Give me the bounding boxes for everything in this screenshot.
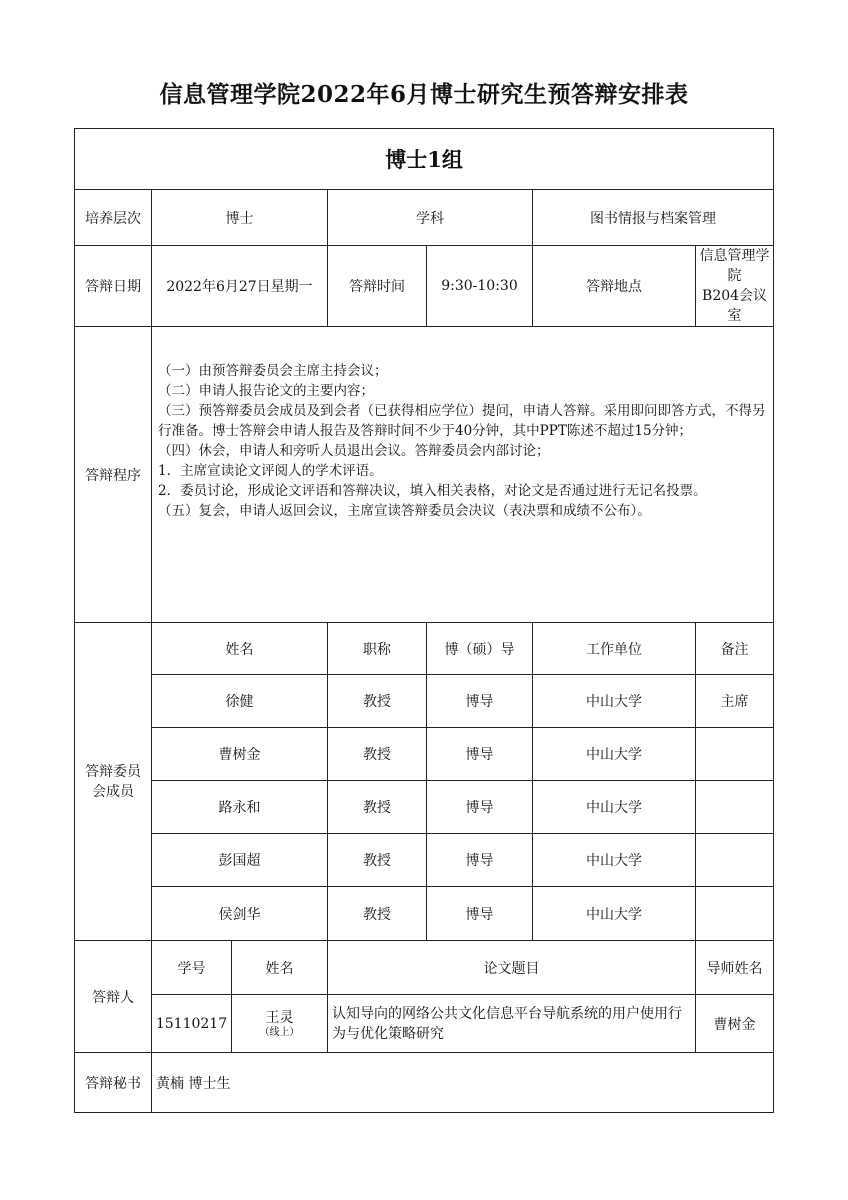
table-row xyxy=(75,675,774,728)
subject-value: 图书情报与档案管理 xyxy=(533,190,774,246)
committee-header-note: 备注 xyxy=(696,623,774,675)
committee-header-name: 姓名 xyxy=(152,623,328,675)
candidate-header-name: 姓名 xyxy=(232,941,328,995)
candidate-id: 15110217 xyxy=(152,995,232,1053)
committee-label xyxy=(75,623,152,941)
member-advisor: 博导 xyxy=(427,728,533,781)
table-row xyxy=(75,728,774,781)
candidate-mode: （线上） xyxy=(259,1026,300,1038)
procedure-line: 1．主席宣读论文评阅人的学术评语。 xyxy=(158,463,383,479)
committee-header-title: 职称 xyxy=(328,623,427,675)
member-unit: 中山大学 xyxy=(533,675,696,728)
secretary-row xyxy=(75,1053,774,1113)
member-note xyxy=(696,834,774,887)
date-value: 2022年6月27日星期一 xyxy=(152,246,328,327)
time-value: 9:30-10:30 xyxy=(427,246,533,327)
member-name: 徐健 xyxy=(152,675,328,728)
procedure-line: （三）预答辩委员会成员及到会者（已获得相应学位）提问，申请人答辩。采用即问即答方式，不得另行准备。博士答辩会申请人报告及答辩时间不少于40分钟，其中PPT陈述不超过15分钟； xyxy=(158,403,766,439)
committee-label-line-2: 会成员 xyxy=(92,783,134,800)
level-value: 博士 xyxy=(152,190,328,246)
member-title: 教授 xyxy=(328,887,427,941)
candidate-thesis: 认知导向的网络公共文化信息平台导航系统的用户使用行为与优化策略研究 xyxy=(328,995,696,1053)
member-name: 路永和 xyxy=(152,781,328,834)
candidate-advisor: 曹树金 xyxy=(696,995,774,1053)
procedure-row xyxy=(75,327,774,623)
candidate-name: 王灵 xyxy=(265,1009,294,1026)
group-row xyxy=(75,129,774,190)
member-name: 侯剑华 xyxy=(152,887,328,941)
time-label: 答辩时间 xyxy=(328,246,427,327)
candidate-header-thesis: 论文题目 xyxy=(328,941,696,995)
procedure-text xyxy=(152,327,774,623)
member-note: 主席 xyxy=(696,675,774,728)
candidate-header-id: 学号 xyxy=(152,941,232,995)
candidate-row xyxy=(75,995,774,1053)
procedure-line: （五）复会，申请人返回会议，主席宣读答辩委员会决议（表决票和成绩不公布）。 xyxy=(158,503,651,519)
member-name: 曹树金 xyxy=(152,728,328,781)
member-advisor: 博导 xyxy=(427,781,533,834)
candidate-name-cell xyxy=(232,995,328,1053)
level-label: 培养层次 xyxy=(75,190,152,246)
date-label: 答辩日期 xyxy=(75,246,152,327)
group-title: 博士1组 xyxy=(75,129,774,190)
place-label: 答辩地点 xyxy=(533,246,696,327)
procedure-line: （二）申请人报告论文的主要内容； xyxy=(158,383,374,399)
candidate-label: 答辩人 xyxy=(75,941,152,1053)
member-title: 教授 xyxy=(328,781,427,834)
member-title: 教授 xyxy=(328,675,427,728)
procedure-label: 答辩程序 xyxy=(75,327,152,623)
procedure-line: （一）由预答辩委员会主席主持会议； xyxy=(158,363,388,379)
candidate-header-row xyxy=(75,941,774,995)
member-unit: 中山大学 xyxy=(533,728,696,781)
member-advisor: 博导 xyxy=(427,834,533,887)
place-value xyxy=(696,246,774,327)
candidate-header-advisor: 导师姓名 xyxy=(696,941,774,995)
committee-header-row xyxy=(75,623,774,675)
subject-label: 学科 xyxy=(328,190,533,246)
member-note xyxy=(696,887,774,941)
level-row xyxy=(75,190,774,246)
page-title: 信息管理学院2022年6月博士研究生预答辩安排表 xyxy=(159,81,689,108)
member-unit: 中山大学 xyxy=(533,834,696,887)
member-unit: 中山大学 xyxy=(533,781,696,834)
table-row xyxy=(75,781,774,834)
procedure-line: （四）休会，申请人和旁听人员退出会议。答辩委员会内部讨论； xyxy=(158,443,550,459)
member-note xyxy=(696,781,774,834)
date-row xyxy=(75,246,774,327)
place-line-1: 信息管理学院 xyxy=(699,248,770,284)
member-note xyxy=(696,728,774,781)
table-row xyxy=(75,834,774,887)
member-unit: 中山大学 xyxy=(533,887,696,941)
procedure-line: 2．委员讨论，形成论文评语和答辩决议，填入相关表格，对论文是否通过进行无记名投票。 xyxy=(158,483,707,499)
secretary-value: 黄楠 博士生 xyxy=(152,1053,774,1113)
member-advisor: 博导 xyxy=(427,675,533,728)
member-title: 教授 xyxy=(328,834,427,887)
schedule-table xyxy=(74,128,774,1113)
committee-header-unit: 工作单位 xyxy=(533,623,696,675)
committee-header-advisor: 博（硕）导 xyxy=(427,623,533,675)
place-line-2: B204会议室 xyxy=(702,288,768,324)
member-advisor: 博导 xyxy=(427,887,533,941)
table-row xyxy=(75,887,774,941)
member-title: 教授 xyxy=(328,728,427,781)
secretary-label: 答辩秘书 xyxy=(75,1053,152,1113)
committee-label-line-1: 答辩委员 xyxy=(85,763,141,780)
member-name: 彭国超 xyxy=(152,834,328,887)
